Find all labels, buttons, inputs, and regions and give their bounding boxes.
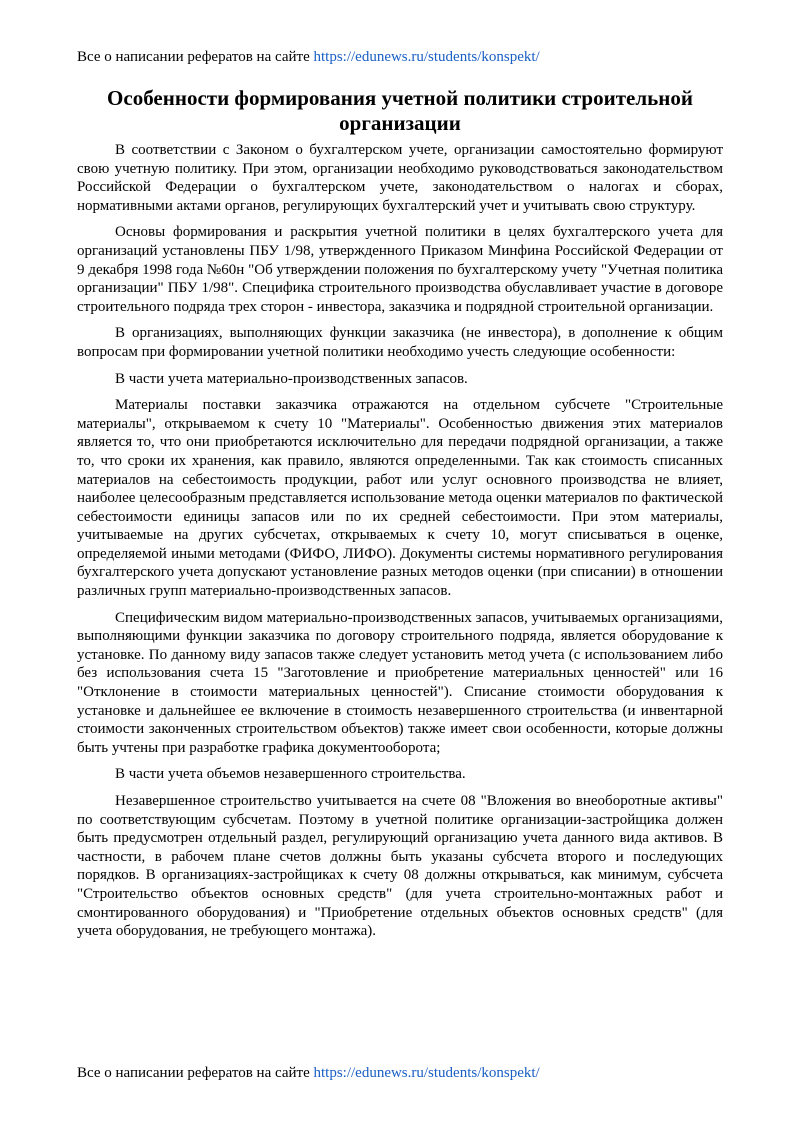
page-footer	[77, 1064, 540, 1083]
header-link[interactable]: https://edunews.ru/students/konspekt/	[313, 49, 540, 65]
paragraph-5: Материалы поставки заказчика отражаются на отдельном субсчете "Строительные материалы", открываемом к счету 10 "Материалы". Особенностью движения этих материалов является то, что они приобретаются исключительно для передачи подрядной организации, а также то, что сроки их хранения, как правило, являются определенными. Так как стоимость списанных материалов на себестоимость продукции, работ или услуг основного производства не влияет, наиболее целесообразным представляется использование метода оценки материалов по фактической себестоимости единицы запасов или по их средней себестоимости. При этом материалы, учитываемые на других субсчетах, открываемых к счету 10, могут списываться в оценке, определяемой иными методами (ФИФО, ЛИФО). Документы системы нормативного регулирования бухгалтерского учета допускают установление разных методов оценки (при списании) в отношении различных групп материально-производственных запасов.	[77, 397, 723, 600]
header-text: Все о написании рефератов на сайте	[77, 49, 314, 65]
paragraph-6: Специфическим видом материально-производственных запасов, учитываемых организациями, выполняющими функции заказчика по договору строительного подряда, является оборудование к установке. По данному виду запасов также следует установить метод учета (с использованием либо без использования счета 15 "Заготовление и приобретение материальных ценностей" или 16 "Отклонение в стоимости материальных ценностей"). Списание стоимости оборудования к установке и дальнейшее ее включение в стоимость незавершенного строительства (и инвентарной стоимости законченных строительством объектов) также имеет свои особенности, которые должны быть учтены при разработке графика документооборота;	[77, 609, 723, 756]
footer-link[interactable]: https://edunews.ru/students/konspekt/	[313, 1065, 540, 1081]
paragraph-1: В соответствии с Законом о бухгалтерском учете, организации самостоятельно формируют свою учетную политику. При этом, организации необходимо руководствоваться законодательством Российской Федерации о бухгалтерском учете, законодательством о налогах и сборах, нормативными актами органов, регулирующих бухгалтерский учет и учитывать свою структуру.	[77, 142, 723, 214]
paragraph-2: Основы формирования и раскрытия учетной политики в целях бухгалтерского учета для организаций установлены ПБУ 1/98, утвержденного Приказом Минфина Российской Федерации от 9 декабря 1998 года №60н "Об утверждении положения по бухгалтерскому учету "Учетная политика организации" ПБУ 1/98". Специфика строительного производства обуславливает участие в договоре строительного подряда трех сторон - инвестора, заказчика и подрядной строительной организации.	[77, 224, 723, 315]
document-body	[77, 141, 723, 949]
paragraph-4: В части учета материально-производственных запасов.	[115, 370, 468, 387]
footer-text: Все о написании рефератов на сайте	[77, 1065, 314, 1081]
paragraph-7: В части учета объемов незавершенного строительства.	[115, 766, 466, 783]
page-header	[77, 48, 540, 67]
paragraph-3: В организациях, выполняющих функции заказчика (не инвестора), в дополнение к общим вопросам при формировании учетной политики необходимо учесть следующие особенности:	[77, 325, 723, 360]
document-title: Особенности формирования учетной политики строительной организации	[107, 86, 693, 135]
paragraph-8: Незавершенное строительство учитывается на счете 08 "Вложения во внеоборотные активы" по соответствующим субсчетам. Поэтому в учетной политике организации-застройщика должен быть предусмотрен отдельный раздел, регулирующий организацию учета данного вида активов. В частности, в рабочем плане счетов должны быть указаны субсчета второго и последующих порядков. В организациях-застройщиках к счету 08 должны открываться, как минимум, субсчета "Строительство объектов основных средств" (для учета строительно-монтажных работ и смонтированного оборудования) и "Приобретение отдельных объектов основных средств" (для учета оборудования, не требующего монтажа).	[77, 793, 723, 940]
